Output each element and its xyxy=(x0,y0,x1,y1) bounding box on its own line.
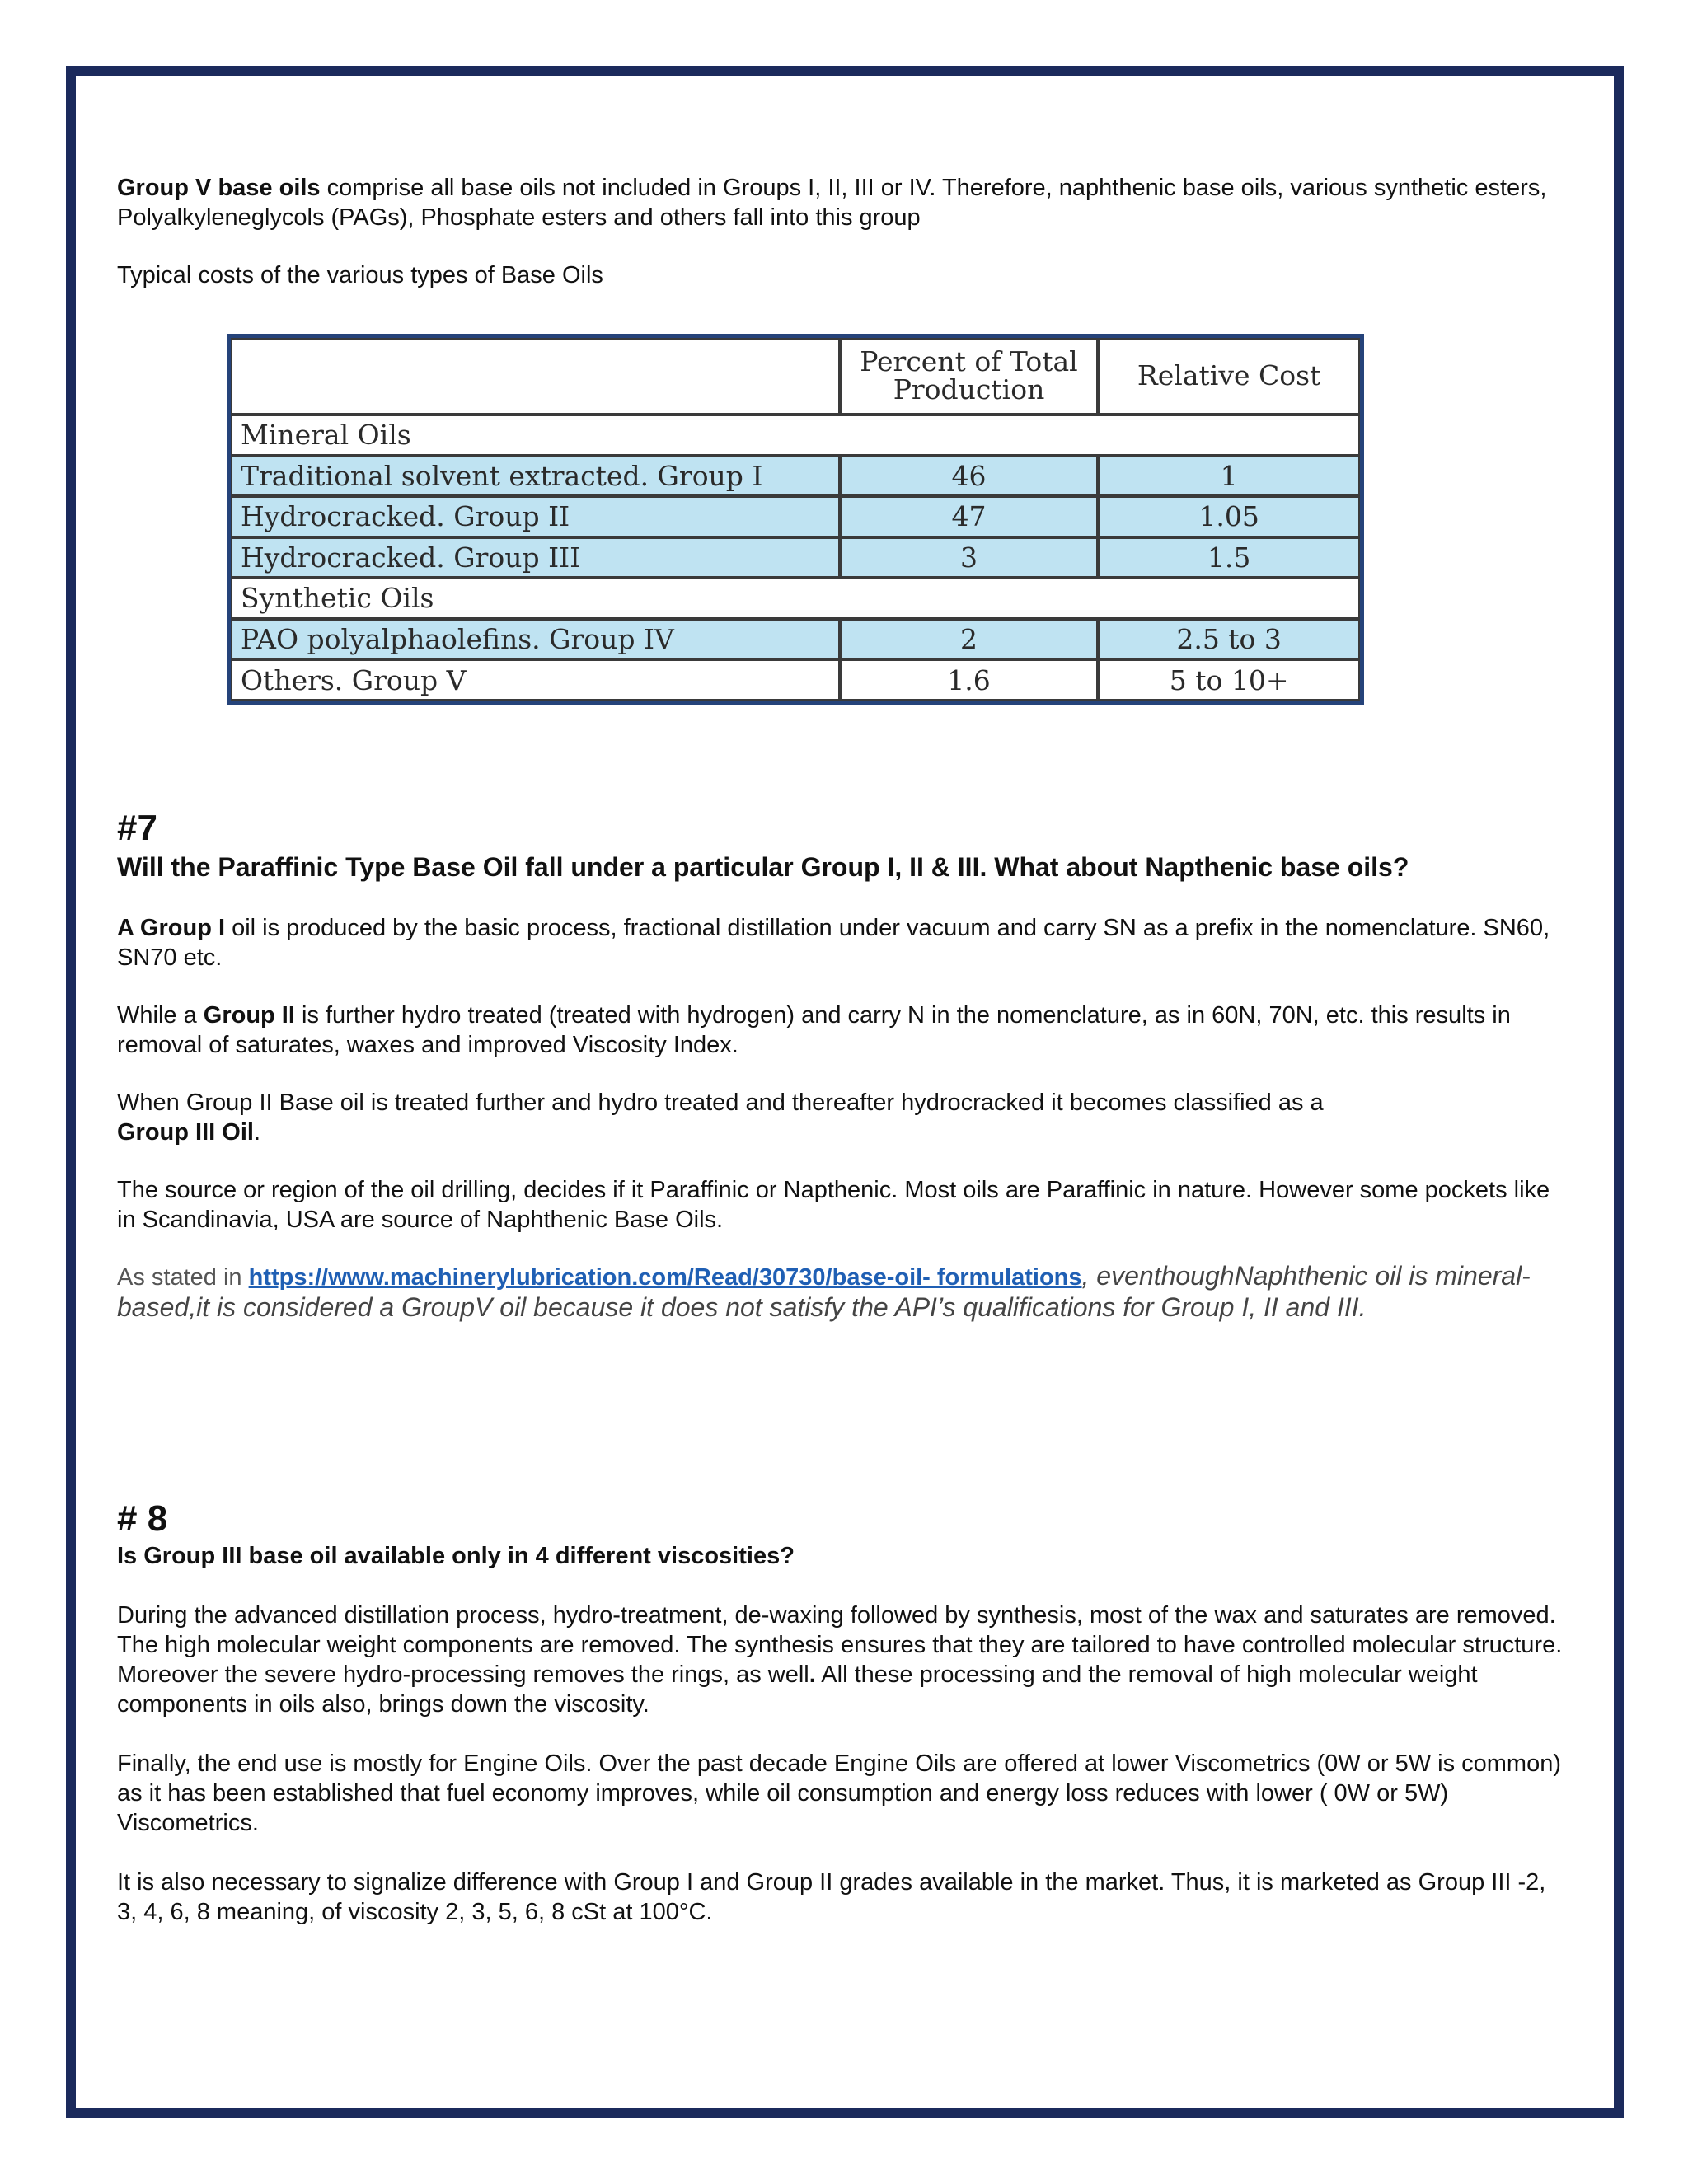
header-percent: Percent of Total Production xyxy=(840,338,1098,415)
row-percent: 46 xyxy=(840,456,1098,497)
q7-paragraph-2 xyxy=(117,1001,1568,1060)
group-v-bold: Group V base oils xyxy=(117,175,321,201)
q7-p1-bold: A Group I xyxy=(117,915,226,941)
q7-p5-pre: As stated in xyxy=(117,1264,249,1291)
q7-question: Will the Paraffinic Type Base Oil fall under a particular Group I, II & III. What about Napthenic base oils? xyxy=(117,852,1409,882)
machinery-lubrication-link[interactable]: https://www.machinerylubrication.com/Read/30730/base-oil- formulations xyxy=(248,1264,1082,1291)
table-row xyxy=(231,659,1360,701)
q8-section xyxy=(117,1498,1568,1927)
row-percent: 3 xyxy=(840,537,1098,579)
intro-section xyxy=(117,173,1568,290)
q7-section xyxy=(117,808,1568,1324)
group-v-paragraph xyxy=(117,173,1568,232)
table-row xyxy=(231,496,1360,537)
base-oil-cost-table xyxy=(227,334,1364,705)
row-name: Hydrocracked. Group II xyxy=(231,496,840,537)
q8-number: # 8 xyxy=(117,1498,168,1539)
row-cost: 1.5 xyxy=(1098,537,1360,579)
q7-p3-bold: Group III Oil xyxy=(117,1119,254,1146)
q7-p3-end: . xyxy=(253,1119,261,1146)
row-name: Hydrocracked. Group III xyxy=(231,537,840,579)
q8-p1-a: During the advanced distillation process, hydro-treatment, de-waxing followed by synthesis, most of the wax and saturates are removed. The high molecular weight components are removed. The synthesis ensures that they are tailored to have controlled molecular structure. Moreover the severe hydro-processing removes the rings, as well xyxy=(117,1602,1563,1688)
section-mineral: Mineral Oils xyxy=(231,415,1360,456)
q7-number: #7 xyxy=(117,808,157,848)
row-cost: 1 xyxy=(1098,456,1360,497)
row-cost: 1.05 xyxy=(1098,496,1360,537)
section-synthetic: Synthetic Oils xyxy=(231,578,1360,619)
table-header-row xyxy=(231,338,1360,415)
q7-p2-text: is further hydro treated (treated with hydrogen) and carry N in the nomenclature, as in 60N, 70N, etc. this results in removal of saturates, waxes and improved Viscosity Index. xyxy=(117,1002,1511,1058)
q8-paragraph-3: It is also necessary to signalize difference with Group I and Group II grades available in the market. Thus, it is marketed as Group III -2, 3, 4, 6, 8 meaning, of viscosity 2, 3, 5, 6, 8 cSt at 100°C. xyxy=(117,1869,1546,1925)
row-cost: 2.5 to 3 xyxy=(1098,619,1360,660)
table-row xyxy=(231,537,1360,579)
table-row xyxy=(231,619,1360,660)
q7-paragraph-3 xyxy=(117,1088,1568,1147)
row-name: Traditional solvent extracted. Group I xyxy=(231,456,840,497)
q8-p1-dot: . xyxy=(809,1661,816,1688)
group-v-text: comprise all base oils not included in Groups I, II, III or IV. Therefore, naphthenic base oils, various synthetic esters, Polyalkyleneglycols (PAGs), Phosphate esters and others fall into this group xyxy=(117,175,1547,231)
q7-p5-italic: , eventhoughNaphthenic oil is mineral-based,it is considered a GroupV oil because it does not satisfy the API’s qualifications for Group I, II and III. xyxy=(117,1261,1531,1322)
row-cost: 5 to 10+ xyxy=(1098,659,1360,701)
q7-p2-pre: While a xyxy=(117,1002,204,1029)
section-row-mineral xyxy=(231,415,1360,456)
q8-paragraph-2: Finally, the end use is mostly for Engine Oils. Over the past decade Engine Oils are offered at lower Viscometrics (0W or 5W is common) as it has been established that fuel economy improves, while oil consumption and energy loss reduces with lower ( 0W or 5W) Viscometrics. xyxy=(117,1750,1561,1836)
row-percent: 47 xyxy=(840,496,1098,537)
q7-p3-text: When Group II Base oil is treated further and hydro treated and thereafter hydrocracked it becomes classified as a xyxy=(117,1090,1324,1116)
q8-question: Is Group III base oil available only in 4 different viscosities? xyxy=(117,1543,795,1569)
q8-paragraph-1 xyxy=(117,1601,1568,1719)
q7-paragraph-4: The source or region of the oil drilling, decides if it Paraffinic or Napthenic. Most oils are Paraffinic in nature. However some pockets like in Scandinavia, USA are source of Naphthenic Base Oils. xyxy=(117,1177,1550,1233)
table-row xyxy=(231,456,1360,497)
q7-paragraph-5 xyxy=(117,1261,1568,1324)
row-name: Others. Group V xyxy=(231,659,840,701)
header-cost: Relative Cost xyxy=(1098,338,1360,415)
header-empty xyxy=(231,338,840,415)
section-row-synthetic xyxy=(231,578,1360,619)
row-percent: 1.6 xyxy=(840,659,1098,701)
row-name: PAO polyalphaolefins. Group IV xyxy=(231,619,840,660)
typical-costs-caption: Typical costs of the various types of Base Oils xyxy=(117,262,603,288)
q7-p2-bold: Group II xyxy=(203,1002,295,1029)
q8-p1-b: All these processing and the removal of high molecular weight components in oils also, brings down the viscosity. xyxy=(117,1661,1478,1718)
q7-p1-text: oil is produced by the basic process, fractional distillation under vacuum and carry SN as a prefix in the nomenclature. SN60, SN70 etc. xyxy=(117,915,1550,971)
q7-paragraph-1 xyxy=(117,913,1568,972)
row-percent: 2 xyxy=(840,619,1098,660)
